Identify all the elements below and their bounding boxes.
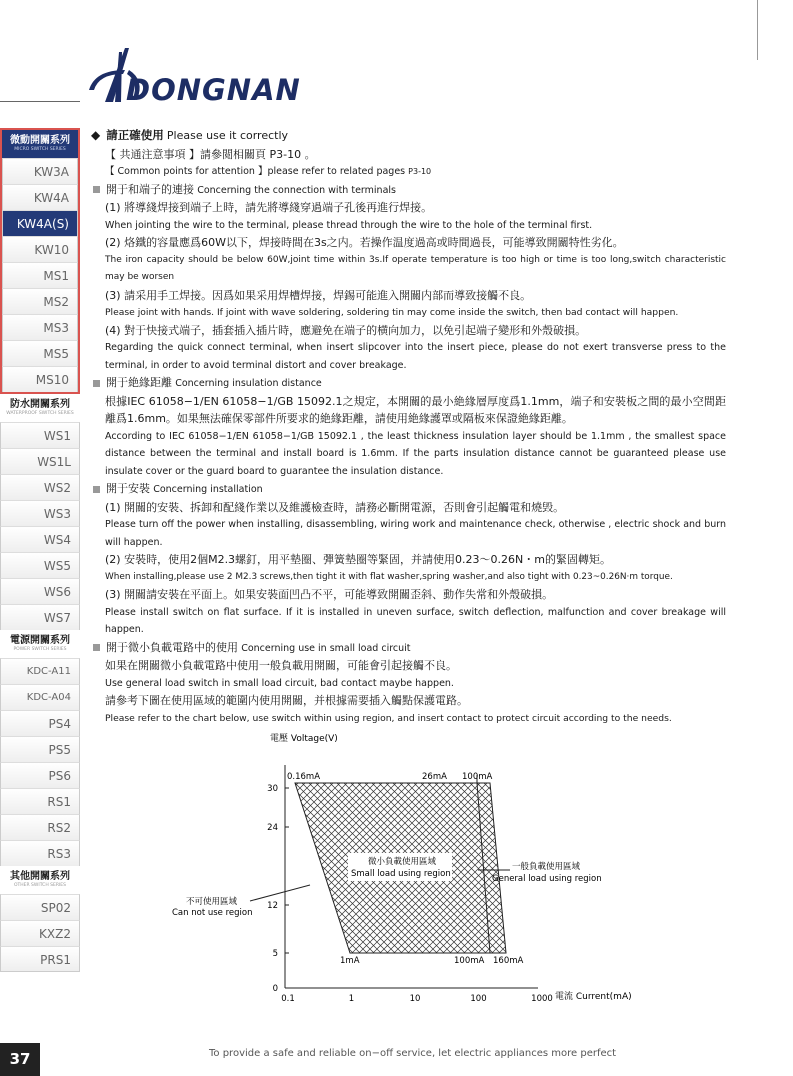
group-subtitle: OTHER SWITCH SERIES	[13, 883, 66, 888]
sidebar-item-ws7[interactable]: WS7	[0, 604, 80, 630]
sidebar-item-ps5[interactable]: PS5	[0, 736, 80, 762]
sidebar-item-ws5[interactable]: WS5	[0, 552, 80, 578]
s4-1-zh: 如果在開關微小負載電路中使用一般負載用開關，可能會引起接觸不良。	[105, 659, 457, 672]
s1-3-zh: (3) 請采用手工焊接。因爲如果采用焊槽焊接，焊錫可能進入開關内部而導致接觸不良。	[105, 288, 532, 302]
no-use-en: Can not use region	[172, 908, 253, 918]
x-axis-label: 電流 Current(mA)	[555, 992, 632, 1002]
group-title: 電源開關系列	[10, 635, 70, 646]
s4-1-en: Use general load switch in small load circuit, bad contact maybe happen.	[105, 677, 454, 689]
title-zh: 請正確使用	[106, 128, 164, 142]
sidebar-item-sp02[interactable]: SP02	[0, 894, 80, 920]
s1-1-zh: (1) 將導綫焊接到端子上時，請先將導綫穿過端子孔後再進行焊接。	[105, 201, 433, 214]
s2-head-zh: 開于絶緣距離	[106, 376, 172, 389]
s3-head-en: Concerning installation	[153, 484, 263, 495]
s1-1-en: When jointing the wire to the terminal, please thread through the wire to the hole of the terminal first.	[105, 219, 593, 231]
brand-name: DONGNAN	[126, 73, 301, 107]
y-tick-label: 30	[267, 784, 278, 794]
s2-head	[91, 374, 726, 393]
sidebar-item-ps4[interactable]: PS4	[0, 710, 80, 736]
x-tick-label: 100	[470, 994, 487, 1004]
square-bullet-icon	[93, 644, 100, 651]
s2-zh: 根據IEC 61058−1/EN 61058−1/GB 15092.1之規定，本開關的最小絶緣層厚度爲1.1mm，端子和安裝板之間的最小空間距離爲1.6mm。如果無法確保零部件所要求的絶緣距離，請使用絶緣護罩或隔板來保證絶緣距離。	[105, 394, 726, 425]
micro-switch-group	[0, 128, 80, 394]
section-title	[91, 127, 726, 146]
bottom-label-0: 1mA	[340, 956, 360, 966]
s1-head-en: Concerning the connection with terminals	[197, 184, 396, 196]
s1-4-en: Regarding the quick connect terminal, when insert slipcover into the insert piece, please do not exert transverse press to the terminal, in order to avoid terminal distort and cover breakage.	[105, 342, 726, 371]
top-label-1: 26mA	[422, 772, 447, 782]
sidebar-item-ws6[interactable]: WS6	[0, 578, 80, 604]
s1-3-en: Please joint with hands. If joint with wave soldering, soldering tin may come inside the switch, then bad contact will happen.	[105, 307, 679, 318]
s3-head-zh: 開于安裝	[106, 482, 150, 495]
main-content	[91, 127, 726, 727]
s3-1-zh: (1) 開關的安裝、拆卸和配綫作業以及維護檢查時，請務必斷開電源，否則會引起觸電和燒毁。	[105, 500, 565, 514]
general-load-zh: 一般負載使用區域	[512, 862, 581, 872]
s4-head-zh: 開于微小負載電路中的使用	[106, 640, 238, 654]
group-header-other	[0, 866, 80, 894]
group-header-micro	[2, 130, 78, 158]
sidebar-item-ws1l[interactable]: WS1L	[0, 448, 80, 474]
x-tick-label: 1000	[531, 994, 553, 1004]
sidebar-item-rs3[interactable]: RS3	[0, 840, 80, 866]
x-tick-label: 1	[348, 994, 355, 1004]
sidebar-item-ms10[interactable]: MS10	[2, 366, 78, 392]
general-load-en: General load using region	[492, 874, 602, 884]
corner-mark	[757, 0, 793, 60]
x-tick-label: 0.1	[281, 994, 295, 1004]
sidebar-item-kw10[interactable]: KW10	[2, 236, 78, 262]
title-en: Please use it correctly	[166, 129, 289, 142]
sidebar-item-ws1[interactable]: WS1	[0, 422, 80, 448]
s3-2-zh: (2) 安裝時，使用2個M2.3螺釘，用平墊圈、彈簧墊圈等緊固，并請使用0.23～0.26N・m的緊固轉矩。	[105, 553, 611, 566]
common-en-text: 【 Common points for attention 】please refer to related pages	[105, 166, 406, 177]
y-axis-label: 電壓 Voltage(V)	[270, 734, 338, 744]
footer-slogan: To provide a safe and reliable on−off service, let electric appliances more perfect	[209, 1048, 617, 1059]
s4-head	[91, 639, 726, 658]
top-label-2: 100mA	[462, 772, 493, 782]
sidebar-item-kdc-a04[interactable]: KDC-A04	[0, 684, 80, 710]
s1-2-en: The iron capacity should be below 60W,joint time within 3s.If operate temperature is too high or time is too long,switch characteristic may be worsen	[105, 254, 726, 282]
sidebar-item-kdc-a11[interactable]: KDC-A11	[0, 658, 80, 684]
sidebar-item-ps6[interactable]: PS6	[0, 762, 80, 788]
sidebar-item-rs2[interactable]: RS2	[0, 814, 80, 840]
header-rule	[0, 101, 80, 102]
usage-region-chart	[160, 725, 660, 1015]
group-header-waterproof	[0, 394, 80, 422]
small-load-zh: 微小負載使用區域	[368, 857, 437, 867]
diamond-icon: ◆	[91, 128, 101, 142]
sidebar-item-ms5[interactable]: MS5	[2, 340, 78, 366]
s3-3-zh: (3) 開關請安裝在平面上。如果安裝面凹凸不平，可能導致開關歪斜、動作失常和外殼破損。	[105, 588, 554, 601]
sidebar-item-ws3[interactable]: WS3	[0, 500, 80, 526]
no-use-zh: 不可使用區域	[186, 897, 238, 907]
s2-en: According to IEC 61058−1/EN 61058−1/GB 15092.1 , the least thickness insulation layer should be 1.1mm , the smallest space distance between the terminal and install board is 1.6mm. If the parts insulation distance cannot be guaranteed please use insulate cover or the guard board to guarantee the insulation distance.	[105, 430, 726, 477]
group-title: 其他開關系列	[10, 871, 70, 882]
x-ticks	[281, 994, 553, 1004]
sidebar-item-rs1[interactable]: RS1	[0, 788, 80, 814]
sidebar-item-prs1[interactable]: PRS1	[0, 946, 80, 972]
s1-head-zh: 開于和端子的連接	[106, 182, 194, 196]
group-title: 微動開關系列	[10, 135, 70, 146]
top-label-0: 0.16mA	[287, 772, 321, 782]
y-ticks	[267, 784, 289, 994]
y-tick-label: 12	[267, 901, 278, 911]
x-tick-label: 10	[409, 994, 421, 1004]
group-title: 防水開關系列	[10, 399, 70, 410]
s3-2-en: When installing,please use 2 M2.3 screws,then tight it with flat washer,spring washer,and also tight with 0.23~0.26N·m torque.	[105, 571, 673, 582]
y-tick-label: 5	[272, 949, 278, 959]
s1-4-zh: (4) 對于快接式端子，插套插入插片時，應避免在端子的横向加力，以免引起端子變形和外殼破損。	[105, 323, 587, 337]
common-zh: 【 共通注意事項 】請參閲相關頁 P3-10 。	[105, 147, 316, 161]
sidebar-item-kw4a[interactable]: KW4A	[2, 184, 78, 210]
s2-head-en: Concerning insulation distance	[175, 378, 322, 389]
sidebar-item-kxz2[interactable]: KXZ2	[0, 920, 80, 946]
bottom-label-2: 160mA	[493, 956, 524, 966]
square-bullet-icon	[93, 486, 100, 493]
sidebar-item-ms1[interactable]: MS1	[2, 262, 78, 288]
small-load-en: Small load using region	[351, 869, 451, 879]
sidebar	[0, 128, 80, 972]
bottom-label-1: 100mA	[454, 956, 485, 966]
s4-2-en: Please refer to the chart below, use switch within using region, and insert contact to protect circuit according to the needs.	[105, 712, 672, 724]
group-header-power	[0, 630, 80, 658]
sidebar-item-ms3[interactable]: MS3	[2, 314, 78, 340]
sidebar-item-kw3a[interactable]: KW3A	[2, 158, 78, 184]
s3-1-en: Please turn off the power when installing, disassembling, wiring work and maintenance check, otherwise , electric shock and burn will happen.	[105, 519, 726, 548]
sidebar-item-ws4[interactable]: WS4	[0, 526, 80, 552]
sidebar-item-ms2[interactable]: MS2	[2, 288, 78, 314]
y-tick-label: 24	[267, 823, 278, 833]
s4-2-zh: 請參考下圖在使用區域的範圍内使用開關，并根據需要插入觸點保護電路。	[105, 694, 468, 707]
common-en-page: P3-10	[408, 167, 432, 176]
s3-3-en: Please install switch on flat surface. If it is installed in uneven surface, switch deflection, malfunction and cover breakage will happen.	[105, 606, 726, 635]
group-subtitle: POWER SWITCH SERIES	[13, 647, 67, 652]
page-number: 37	[0, 1043, 40, 1076]
square-bullet-icon	[93, 380, 100, 387]
sidebar-item-kw4a-s[interactable]: KW4A(S)	[2, 210, 78, 236]
no-use-pointer	[250, 885, 310, 901]
group-subtitle: MICRO SWITCH SERIES	[14, 147, 66, 152]
group-subtitle: WATERPROOF SWITCH SERIES	[6, 411, 74, 416]
square-bullet-icon	[93, 186, 100, 193]
sidebar-item-ws2[interactable]: WS2	[0, 474, 80, 500]
s1-2-zh: (2) 烙鐵的容量應爲60W以下，焊接時間在3s之内。若操作温度過高或時間過長，可能導致開關特性劣化。	[105, 236, 624, 249]
s4-head-en: Concerning use in small load circuit	[241, 642, 411, 654]
common-en	[91, 163, 726, 181]
s1-head	[91, 181, 726, 200]
y-tick-label: 0	[272, 984, 278, 994]
s3-head	[91, 480, 726, 499]
